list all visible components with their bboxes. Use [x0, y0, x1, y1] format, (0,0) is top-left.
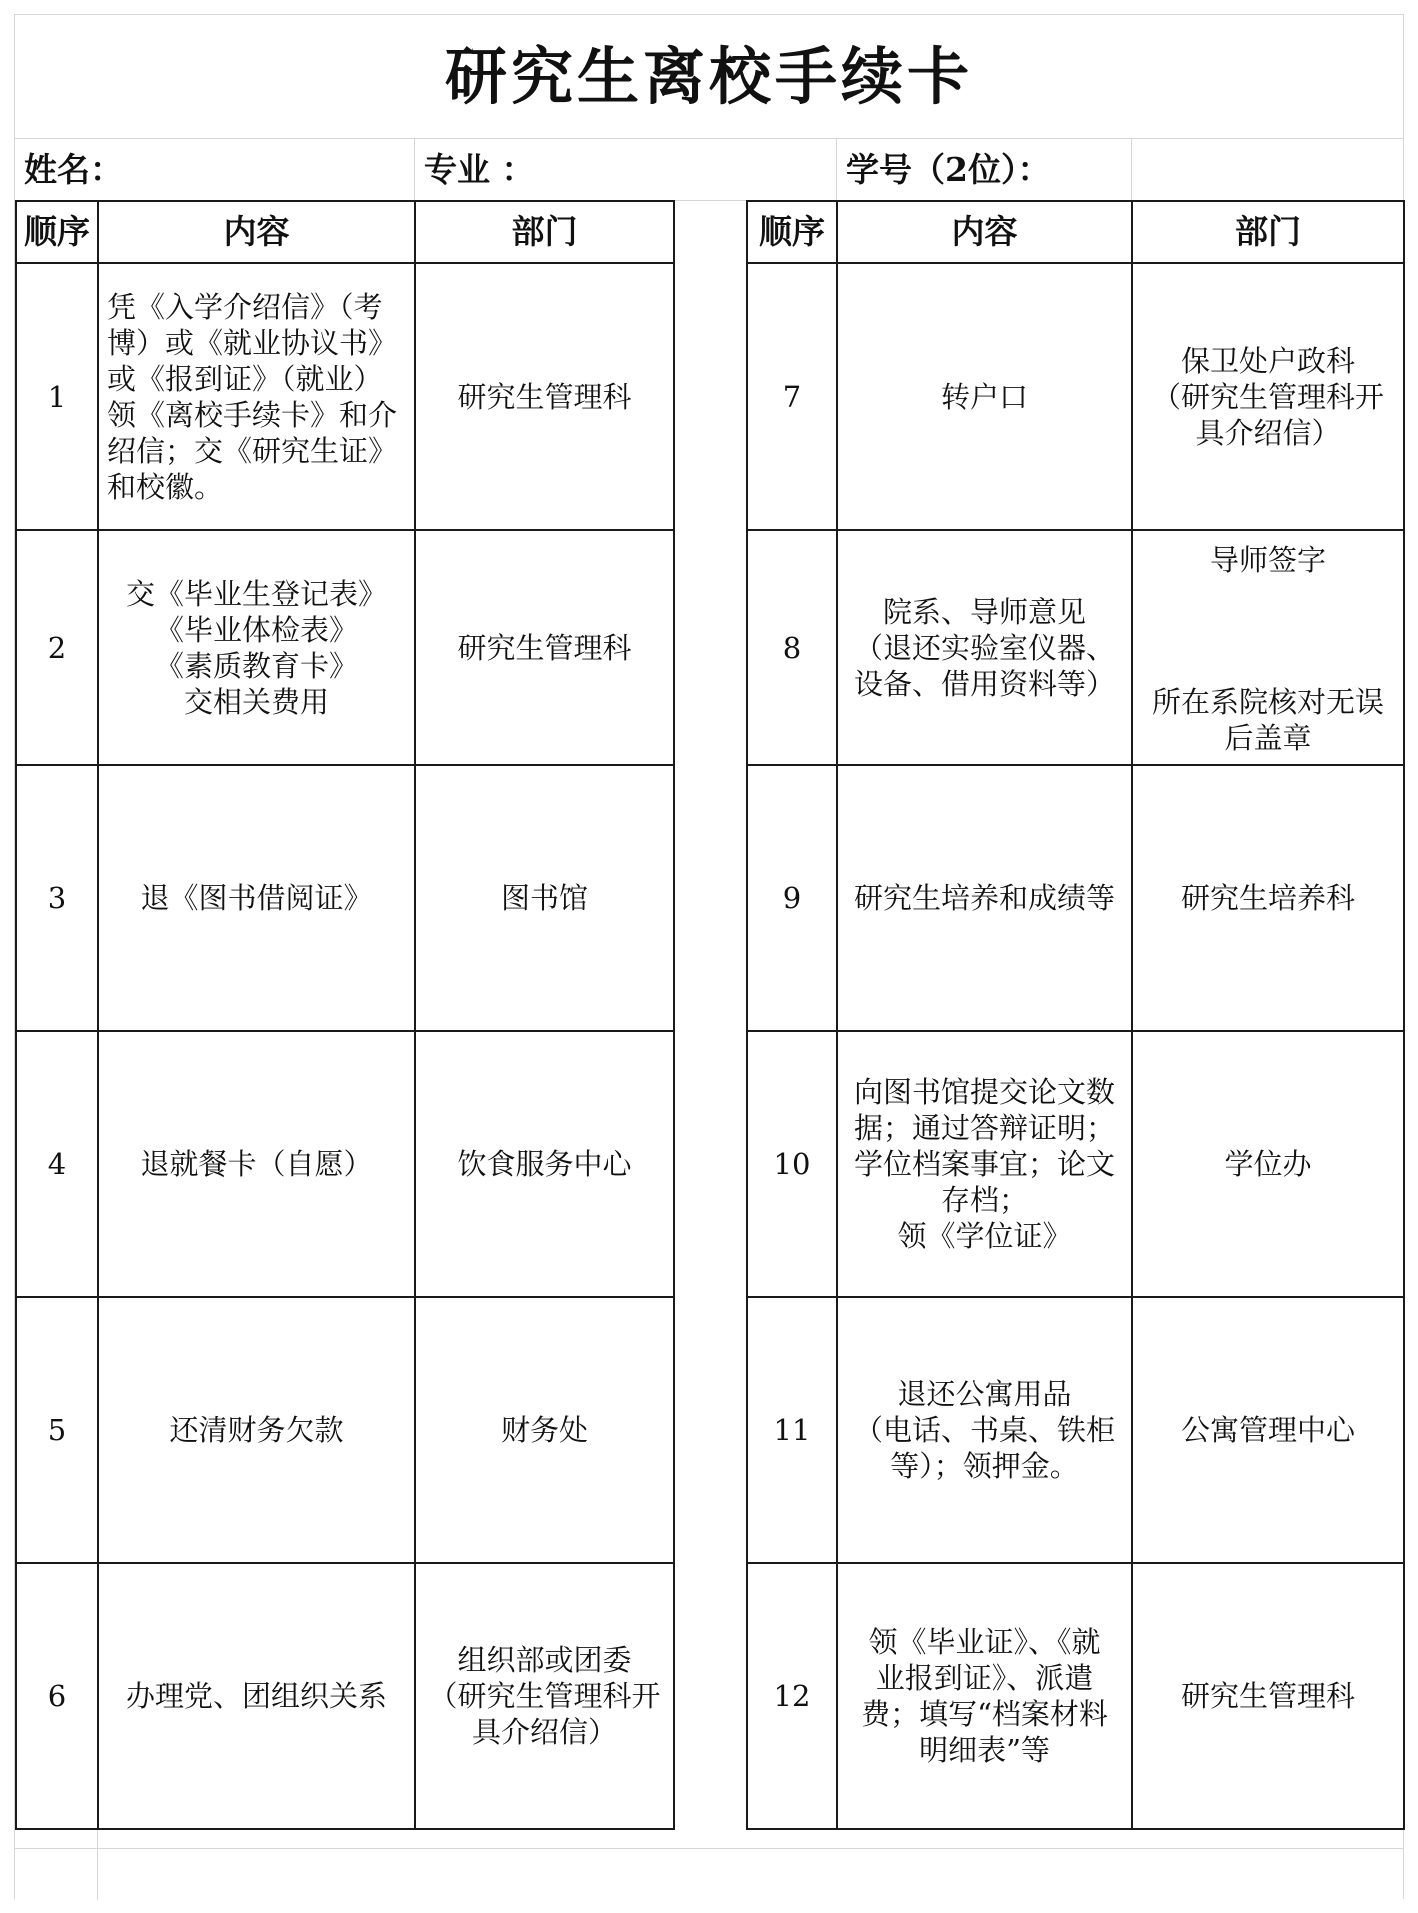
table-row-dept: 组织部或团委 （研究生管理科开 具介绍信） — [428, 1643, 661, 1749]
student-id-label: 学号（2位）： — [846, 149, 1051, 189]
table-row-seq: 10 — [773, 1147, 811, 1181]
table-row-dept: 研究生管理科 — [457, 379, 632, 414]
table-row-seq: 12 — [773, 1679, 811, 1713]
table-row-dept: 学位办 — [1224, 1147, 1312, 1181]
student-id-field[interactable] — [1133, 139, 1403, 200]
table-row-dept: 公寓管理中心 — [1180, 1413, 1355, 1447]
table-row-seq: 4 — [47, 1147, 67, 1181]
grid-line — [97, 1830, 98, 1900]
grid-line — [1131, 138, 1132, 200]
table-row-seq: 2 — [47, 630, 67, 665]
table-border — [15, 1828, 674, 1830]
table-row-seq: 7 — [782, 379, 802, 414]
table-row-content: 转户口 — [940, 379, 1028, 414]
right-header-content: 内容 — [951, 212, 1018, 251]
table-row-seq: 8 — [782, 630, 802, 665]
name-label: 姓名： — [24, 149, 123, 189]
table-row-seq: 6 — [47, 1679, 67, 1713]
table-row-content: 退《图书借阅证》 — [140, 881, 373, 915]
table-row-content: 还清财务欠款 — [169, 1413, 344, 1447]
table-row-dept: 研究生管理科 — [1180, 1679, 1355, 1713]
grid-line — [414, 138, 415, 200]
table-row-content: 院系、导师意见 （退还实验室仪器、 设备、借用资料等） — [853, 594, 1115, 701]
table-border — [1403, 200, 1405, 1830]
table-row-dept: 保卫处户政科 （研究生管理科开 具介绍信） — [1151, 343, 1384, 450]
table-row-content: 凭《入学介绍信》（考 博）或《就业协议书》 或《报到证》（就业） 领《离校手续卡》和介 绍信；交《研究生证》 和校徽。 — [107, 289, 398, 504]
table-row-content: 研究生培养和成绩等 — [853, 881, 1115, 915]
table-row-seq: 3 — [47, 881, 67, 915]
table-row-dept: 财务处 — [500, 1413, 588, 1447]
table-row-content: 退还公寓用品 （电话、书桌、铁柜 等）；领押金。 — [853, 1377, 1115, 1483]
grid-line — [836, 138, 837, 200]
advisor-signature-label: 导师签字 — [1209, 543, 1326, 577]
page-title: 研究生离校手续卡 — [444, 39, 973, 113]
table-border — [673, 200, 675, 1830]
left-header-content: 内容 — [223, 212, 290, 251]
dept-stamp-label: 所在系院核对无误 后盖章 — [1151, 685, 1384, 755]
table-row-content: 退就餐卡（自愿） — [140, 1147, 373, 1181]
table-row-content: 交《毕业生登记表》 《毕业体检表》 《素质教育卡》 交相关费用 — [125, 576, 387, 719]
table-row-content: 领《毕业证》、《就 业报到证》、派遣 费；填写“档案材料 明细表”等 — [861, 1625, 1108, 1767]
table-row-content: 向图书馆提交论文数 据；通过答辩证明； 学位档案事宜；论文 存档； 领《学位证》 — [853, 1075, 1115, 1253]
table-row-seq: 1 — [47, 379, 67, 414]
table-row-dept: 饮食服务中心 — [457, 1147, 632, 1181]
table-row-seq: 11 — [773, 1413, 811, 1447]
table-row-seq: 9 — [782, 881, 802, 915]
table-border — [746, 1828, 1405, 1830]
grid-line — [14, 1848, 1404, 1849]
table-row-content: 办理党、团组织关系 — [125, 1679, 387, 1713]
major-label: 专业 ： — [424, 149, 535, 189]
table-row-seq: 5 — [47, 1413, 67, 1447]
table-row-dept: 研究生管理科 — [457, 630, 632, 665]
left-header-seq: 顺序 — [24, 212, 90, 251]
right-header-dept: 部门 — [1235, 212, 1301, 251]
left-header-dept: 部门 — [511, 212, 578, 251]
table-row-dept: 图书馆 — [500, 881, 588, 915]
right-header-seq: 顺序 — [759, 212, 825, 251]
table-row-dept: 研究生培养科 — [1180, 881, 1355, 915]
